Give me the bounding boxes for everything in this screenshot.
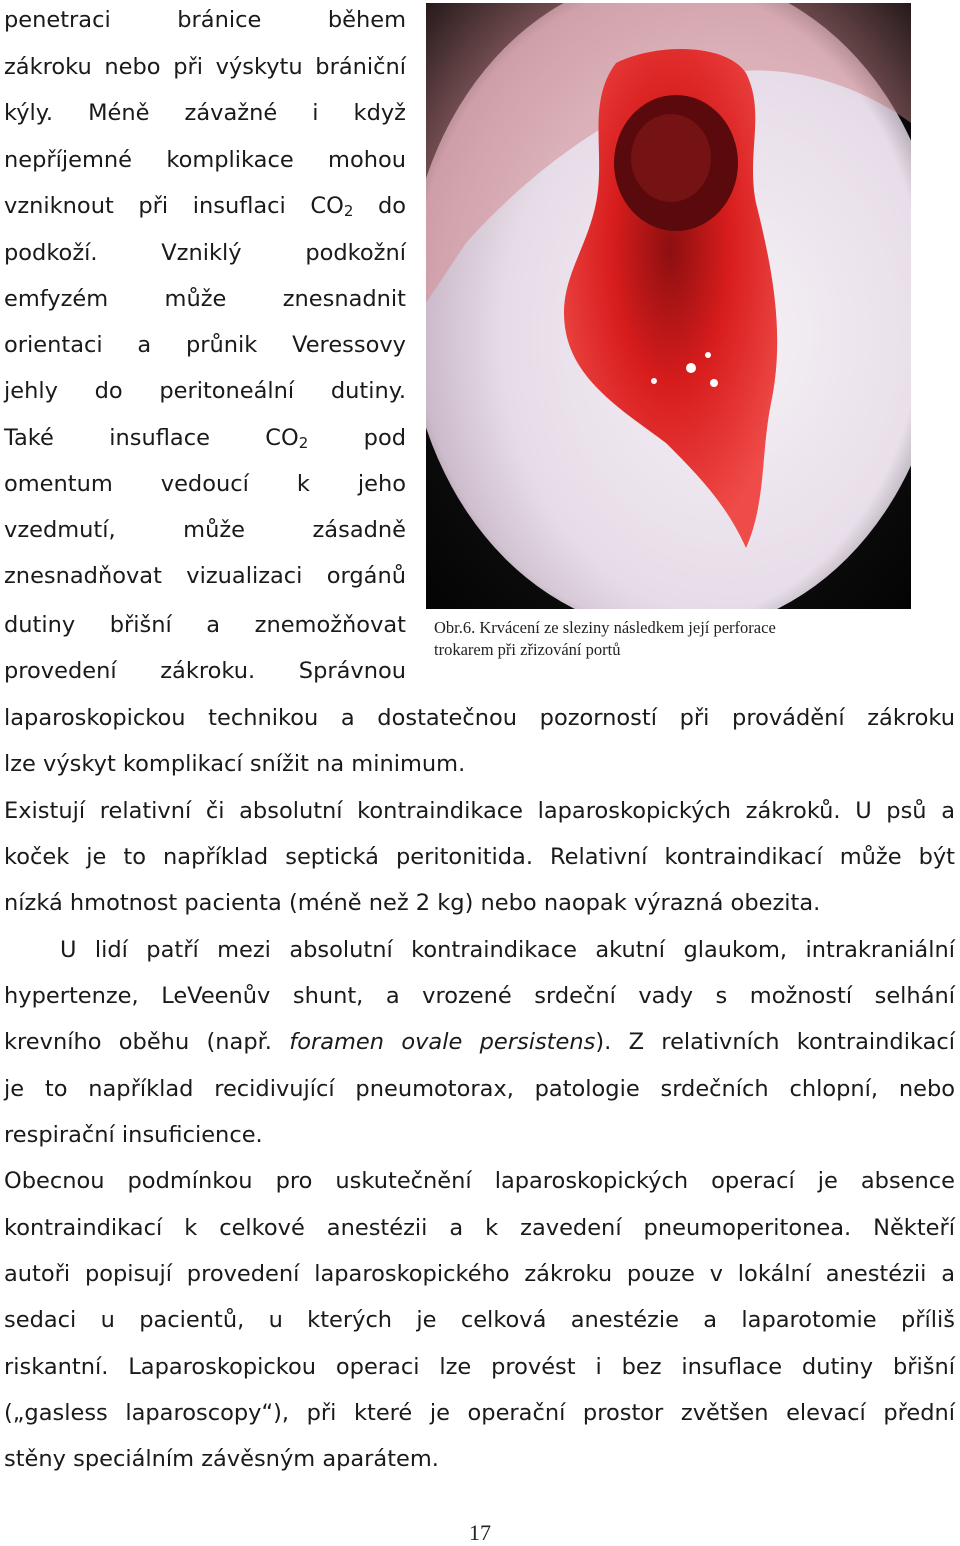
text-fragment: do [353, 193, 407, 219]
figure-caption [434, 617, 854, 661]
caption-line: trokarem při zřizování portů [434, 640, 621, 659]
text-line: nepříjemné komplikace mohou [4, 147, 406, 173]
text-fragment: ). Z relativních kontraindikací [595, 1029, 955, 1055]
text-line: vzedmutí, může zásadně [4, 517, 406, 543]
text-line: laparoskopickou technikou a dostatečnou pozorností při provádění zákroku [4, 705, 955, 731]
subscript: 2 [343, 202, 354, 220]
text-line: Obecnou podmínkou pro uskutečnění laparoskopických operací je absence [4, 1168, 955, 1194]
subscript: 2 [298, 434, 309, 452]
text-line: dutiny břišní a znemožňovat [4, 612, 406, 638]
text-line: U lidí patří mezi absolutní kontraindikace akutní glaukom, intrakraniální [60, 937, 955, 963]
text-line [4, 424, 406, 457]
text-line: („gasless laparoscopy“), při které je operační prostor zvětšen elevací přední [4, 1400, 955, 1426]
spleen-bleeding-photo [426, 3, 911, 609]
text-line: koček je to například septická peritonitida. Relativní kontraindikací může být [4, 844, 955, 870]
page-number: 17 [469, 1520, 491, 1545]
text-fragment: krevního oběhu (např. [4, 1029, 290, 1055]
italic-term: foramen ovale persistens [289, 1029, 596, 1055]
text-line: sedaci u pacientů, u kterých je celková anestézie a laparotomie příliš [4, 1307, 955, 1333]
text-line: zákroku nebo při výskytu brániční [4, 54, 406, 80]
text-line: respirační insuficience. [4, 1122, 263, 1148]
text-line: nízká hmotnost pacienta (méně než 2 kg) nebo naopak výrazná obezita. [4, 890, 821, 916]
text-line: hypertenze, LeVeenův shunt, a vrozené srdeční vady s možností selhání [4, 983, 955, 1009]
text-line: lze výskyt komplikací snížit na minimum. [4, 751, 466, 777]
text-line: znesnadňovat vizualizaci orgánů [4, 563, 406, 589]
text-line: provedení zákroku. Správnou [4, 658, 406, 684]
text-line: orientaci a průnik Veressovy [4, 332, 406, 358]
text-line: kýly. Méně závažné i když [4, 100, 406, 126]
text-line: Existují relativní či absolutní kontraindikace laparoskopických zákroků. U psů a [4, 798, 955, 824]
text-line: emfyzém může znesnadnit [4, 286, 406, 312]
caption-line: Obr.6. Krvácení ze sleziny následkem její perforace [434, 618, 776, 637]
text-line: omentum vedoucí k jeho [4, 471, 406, 497]
text-line: penetraci bránice během [4, 7, 406, 33]
text-line [4, 192, 406, 225]
text-line: podkoží. Vzniklý podkožní [4, 240, 406, 266]
text-line: je to například recidivující pneumotorax, patologie srdečních chlopní, nebo [4, 1076, 955, 1102]
text-line [4, 1028, 955, 1056]
text-line: autoři popisují provedení laparoskopického zákroku pouze v lokální anestézii a [4, 1261, 955, 1287]
text-line: kontraindikací k celkové anestézii a k zavedení pneumoperitonea. Někteří [4, 1215, 955, 1241]
text-line: stěny speciálním závěsným aparátem. [4, 1446, 439, 1472]
text-line: riskantní. Laparoskopickou operaci lze provést i bez insuflace dutiny břišní [4, 1354, 955, 1380]
text-fragment: Také insuflace CO [4, 425, 299, 451]
photo-illustration [426, 3, 911, 609]
text-line: jehly do peritoneální dutiny. [4, 378, 406, 404]
text-fragment: vzniknout při insuflaci CO [4, 193, 344, 219]
text-fragment: pod [308, 425, 406, 451]
